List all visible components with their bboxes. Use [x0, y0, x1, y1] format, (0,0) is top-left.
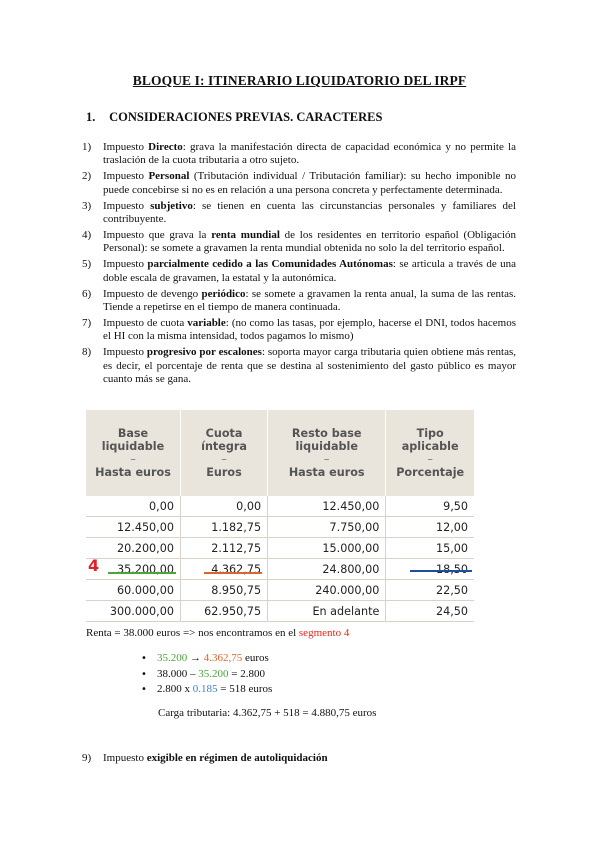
item-number: 1) [82, 141, 92, 153]
table-cell: 0,00 [180, 496, 267, 517]
list-item [82, 229, 516, 256]
table-cell: 7.750,00 [268, 517, 386, 538]
column-header [86, 410, 180, 496]
table-header-row [86, 410, 474, 496]
characteristics-list [82, 141, 516, 389]
section-heading [86, 110, 382, 125]
item-text: : se somete a gravamen la renta anual, la suma de las rentas. Tiende a repetirse en el tiempo de manera continuada. [103, 287, 516, 313]
list-item [82, 170, 516, 197]
table-cell: 12,00 [386, 517, 474, 538]
item-text: Impuesto [103, 199, 151, 212]
table-cell: 12.450,00 [268, 496, 386, 517]
calc-part: = 518 euros [217, 683, 273, 696]
table-cell: 35.200,00 [86, 559, 180, 580]
item-text: Impuesto [103, 141, 149, 153]
item-text: Impuesto [103, 346, 147, 359]
item-number: 9) [82, 752, 92, 764]
table-cell: 62.950,75 [180, 601, 267, 622]
table-row [86, 538, 474, 559]
item-text: : (no como las tasas, por ejemplo, hacerse el DNI, todos hacemos el HI con la misma intensidad, todos pagamos lo mismo) [103, 316, 516, 343]
item-text: : se articula a través de una doble escala de gravamen, la estatal y la autonómica. [103, 258, 516, 284]
table-cell: 18,50 [386, 559, 474, 580]
item-keyword: subjetivo [150, 199, 193, 212]
header-top: Tipo aplicable [401, 427, 459, 453]
table-cell: 12.450,00 [86, 517, 180, 538]
calc-part: 0.185 [192, 683, 218, 696]
section-title: CONSIDERACIONES PREVIAS. CARACTERES [109, 110, 383, 124]
table-cell: 9,50 [386, 496, 474, 517]
segment-label: segmento 4 [298, 627, 350, 639]
table-row-highlighted [86, 559, 474, 580]
document-title: BLOQUE I: ITINERARIO LIQUIDATORIO DEL IRPF [132, 73, 467, 88]
tax-scale-table [86, 410, 474, 622]
list-item [82, 141, 516, 168]
header-dash: – [130, 453, 136, 466]
renta-text: Renta = 38.000 euros => nos encontramos en el [86, 627, 299, 639]
item-number: 4) [82, 228, 92, 241]
calc-part: 4.362,75 [203, 652, 243, 664]
table-cell: 20.200,00 [86, 538, 180, 559]
header-bottom: Euros [206, 466, 242, 479]
item-text: Impuesto de devengo [103, 287, 202, 300]
list-item [82, 346, 516, 386]
calculation-list [141, 651, 272, 698]
table-cell: En adelante [268, 601, 386, 622]
calc-part: = 2.800 [228, 667, 265, 680]
item-text: : se tienen en cuenta las circunstancias personales y familiares del contribuyente. [103, 199, 516, 226]
item-text: Impuesto [103, 752, 147, 764]
calc-part: 35.200 [157, 652, 188, 664]
list-item-9 [82, 752, 328, 764]
section-number: 1. [86, 110, 96, 124]
table-cell: 4.362,75 [180, 559, 267, 580]
item-number: 7) [82, 316, 92, 329]
item-text: : grava la manifestación directa de capacidad económica y no permite la traslación de la cuota tributaria a otro sujeto. [103, 141, 516, 167]
list-item [82, 200, 516, 227]
table-cell: 1.182,75 [180, 517, 267, 538]
table-cell: 24.800,00 [268, 559, 386, 580]
calc-part: 2.800 x [157, 683, 193, 696]
item-text: Impuesto de cuota [103, 316, 188, 329]
table-row [86, 496, 474, 517]
carga-tributaria: Carga tributaria: 4.362,75 + 518 = 4.880,75 euros [158, 707, 377, 719]
list-item [82, 288, 516, 315]
item-keyword: variable [187, 316, 226, 329]
list-item [82, 258, 516, 285]
list-item [141, 682, 272, 698]
item-number: 8) [82, 346, 92, 359]
table-cell: 22,50 [386, 580, 474, 601]
item-keyword: parcialmente cedido a las Comunidades Autónomas [147, 258, 393, 271]
header-dash: – [323, 453, 330, 466]
item-text: Impuesto [103, 258, 148, 271]
item-number: 5) [82, 258, 92, 271]
list-item [82, 317, 516, 344]
item-text: de los residentes en territorio español (Obligación Personal): se somete a gravamen la renta mundial obtenida no solo la del territorio español. [103, 228, 516, 255]
table-row [86, 601, 474, 622]
item-text: Impuesto [103, 170, 149, 183]
column-header [180, 410, 267, 496]
item-text: Impuesto que grava la [103, 228, 212, 241]
column-header [268, 410, 386, 496]
item-keyword: Personal [148, 170, 190, 183]
renta-line [86, 627, 349, 639]
handwritten-mark: 4 [88, 556, 100, 575]
blue-underline [410, 570, 472, 572]
header-top: Resto base liquidable [291, 427, 362, 453]
item-number: 3) [82, 199, 92, 212]
orange-underline [204, 572, 262, 574]
column-header [386, 410, 474, 496]
item-text: : soporta mayor carga tributaria quien obtiene más rentas, es decir, el porcentaje de renta que se destina al sostenimiento del gasto público es mayor cuanto más se gana. [103, 346, 516, 385]
item-keyword: periódico [201, 287, 246, 300]
table-cell: 15.000,00 [268, 538, 386, 559]
item-text: (Tributación individual / Tributación familiar): su hecho imponible no puede concebirse si no es en relación a una persona concreta y perfectamente determinada. [103, 170, 516, 196]
calc-part: 38.000 – [157, 667, 199, 680]
item-keyword: progresivo por escalones [146, 346, 262, 359]
table-row [86, 580, 474, 601]
table-cell: 60.000,00 [86, 580, 180, 601]
table-cell: 8.950,75 [180, 580, 267, 601]
header-top: Cuota íntegra [201, 427, 247, 453]
calc-part: euros [242, 652, 269, 664]
arrow-icon: → [187, 652, 204, 664]
calc-part: 35.200 [198, 667, 229, 680]
table-cell: 24,50 [386, 601, 474, 622]
table-cell: 15,00 [386, 538, 474, 559]
table-cell: 240.000,00 [268, 580, 386, 601]
item-number: 6) [82, 287, 92, 300]
item-keyword: exigible en régimen de autoliquidación [146, 752, 328, 764]
item-keyword: renta mundial [211, 228, 280, 241]
header-dash: – [427, 453, 433, 466]
table-row [86, 517, 474, 538]
list-item [141, 651, 272, 667]
item-number: 2) [82, 170, 92, 183]
green-underline [108, 572, 176, 574]
table-cell: 0,00 [86, 496, 180, 517]
header-dash: – [221, 453, 227, 466]
list-item [141, 667, 272, 683]
header-bottom: Hasta euros [95, 466, 171, 479]
header-top: Base liquidable [101, 427, 165, 453]
header-bottom: Hasta euros [288, 466, 365, 479]
table-cell: 300.000,00 [86, 601, 180, 622]
table-cell: 2.112,75 [180, 538, 267, 559]
header-bottom: Porcentaje [396, 466, 465, 479]
item-keyword: Directo [148, 141, 183, 153]
